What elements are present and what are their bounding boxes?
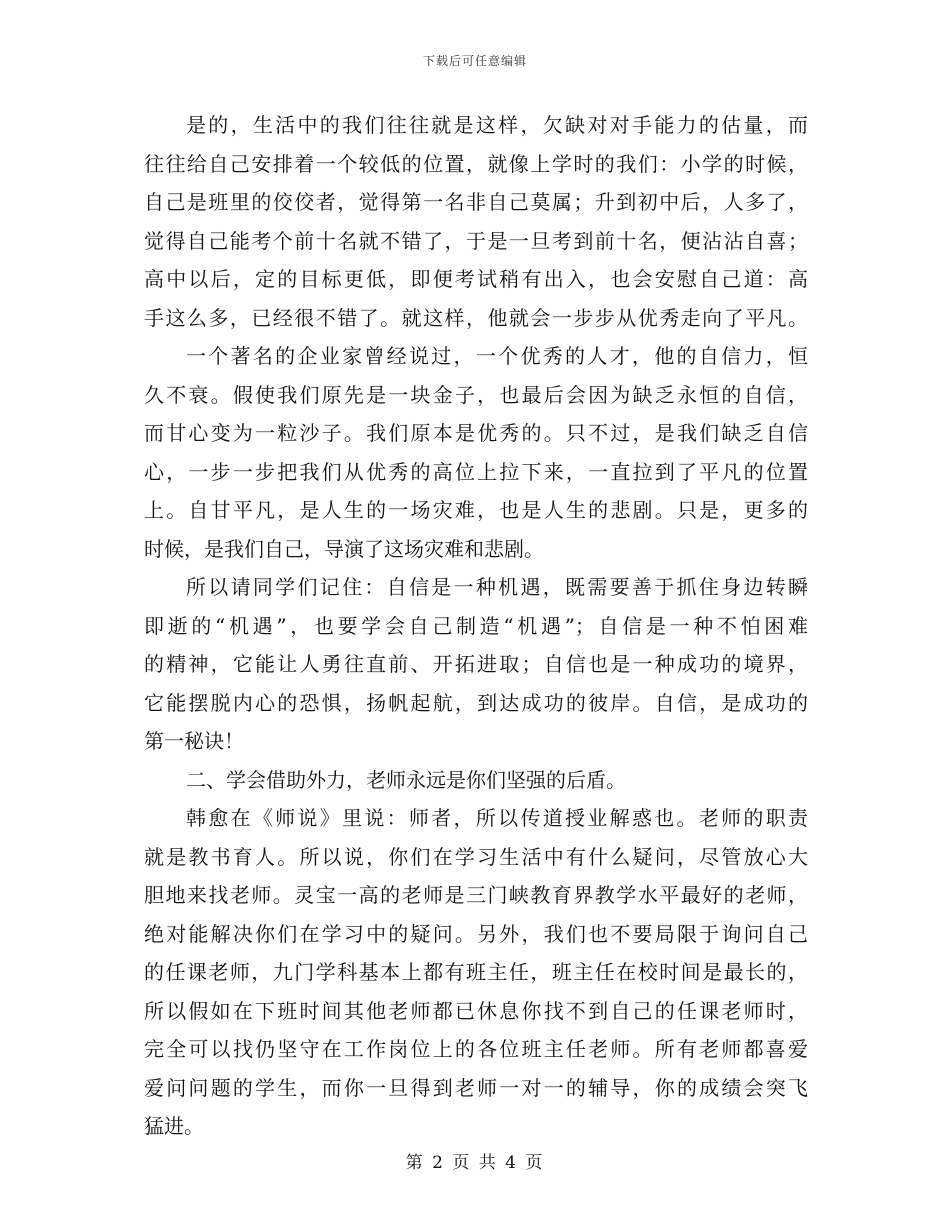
text-line: 自己是班里的佼佼者，觉得第一名非自己莫属；升到初中后，人多了，: [144, 190, 808, 214]
text-line: 往往给自己安排着一个较低的位置，就像上学时的我们：小学的时候，: [144, 151, 808, 176]
text-line: 猛进。: [144, 1114, 204, 1138]
text-line: 所以假如在下班时间其他老师都已休息你找不到自己的任课老师时，: [144, 998, 808, 1023]
text-line: 上。自甘平凡，是人生的一场灾难，也是人生的悲剧。只是，更多的: [144, 498, 808, 522]
text-line: 一个著名的企业家曾经说过，一个优秀的人才，他的自信力，恒: [186, 344, 808, 368]
text-line: 久不衰。假使我们原先是一块金子，也最后会因为缺乏永恒的自信，: [144, 382, 808, 407]
text-line: 即逝的“机遇”，也要学会自己制造“机遇”；自信是一种不怕困难: [144, 613, 808, 638]
text-line: 觉得自己能考个前十名就不错了，于是一旦考到前十名，便沾沾自喜；: [144, 228, 808, 253]
text-line: 韩愈在《师说》里说：师者，所以传道授业解惑也。老师的职责: [186, 806, 808, 830]
text-line: 时候，是我们自己，导演了这场灾难和悲剧。: [144, 536, 544, 561]
section-heading: 二、学会借助外力，老师永远是你们坚强的后盾。: [186, 767, 626, 792]
text-line: 第一秘诀！: [144, 729, 244, 753]
text-line: 所以请同学们记住：自信是一种机遇，既需要善于抓住身边转瞬: [186, 575, 808, 599]
text-line: 绝对能解决你们在学习中的疑问。另外，我们也不要局限于询问自己: [144, 921, 808, 946]
text-line: 的任课老师，九门学科基本上都有班主任，班主任在校时间是最长的，: [144, 960, 808, 984]
page-number-footer: 第 2 页 共 4 页: [405, 1153, 545, 1173]
text-line: 而甘心变为一粒沙子。我们原本是优秀的。只不过，是我们缺乏自信: [144, 421, 808, 445]
text-line: 就是教书育人。所以说，你们在学习生活中有什么疑问，尽管放心大: [144, 844, 808, 869]
text-line: 胆地来找老师。灵宝一高的老师是三门峡教育界教学水平最好的老师，: [144, 883, 808, 907]
text-line: 完全可以找仍坚守在工作岗位上的各位班主任老师。所有老师都喜爱: [144, 1037, 808, 1061]
text-line: 它能摆脱内心的恐惧，扬帆起航，到达成功的彼岸。自信，是成功的: [144, 690, 808, 715]
document-body: [144, 106, 808, 1146]
page-header-note: 下载后可任意编辑: [422, 54, 527, 68]
text-line: 手这么多，已经很不错了。就这样，他就会一步步从优秀走向了平凡。: [144, 305, 808, 330]
text-line: 是的，生活中的我们往往就是这样，欠缺对对手能力的估量，而: [186, 113, 808, 137]
text-line: 高中以后，定的目标更低，即便考试稍有出入，也会安慰自己道：高: [144, 267, 808, 291]
text-line: 爱问问题的学生，而你一旦得到老师一对一的辅导，你的成绩会突飞: [144, 1075, 808, 1100]
text-line: 的精神，它能让人勇往直前、开拓进取；自信也是一种成功的境界，: [144, 652, 808, 676]
text-line: 心，一步一步把我们从优秀的高位上拉下来，一直拉到了平凡的位置: [144, 459, 808, 484]
